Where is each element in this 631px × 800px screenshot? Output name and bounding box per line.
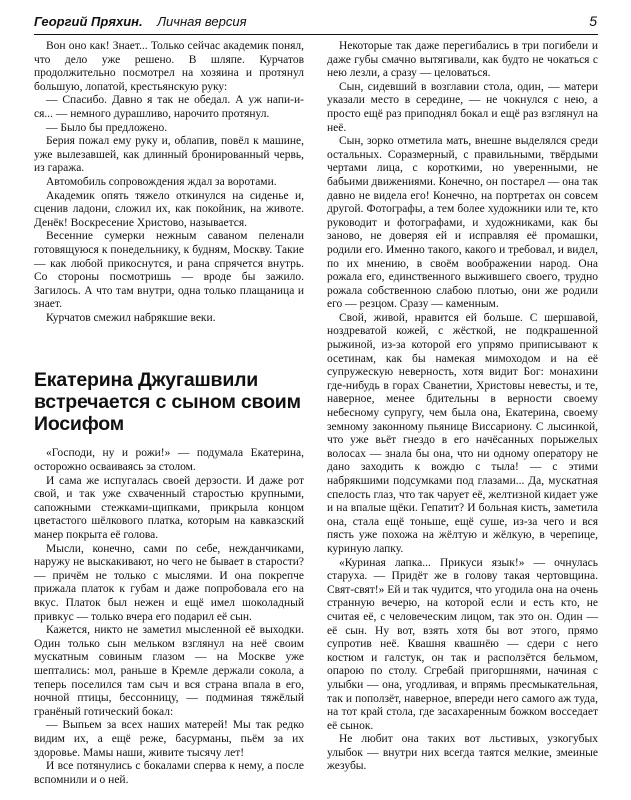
- page-number: 5: [589, 13, 597, 29]
- chapter-heading-line: встречается с сыном своим: [34, 391, 301, 414]
- paragraph: — Выпьем за всех наших матерей! Мы так редко видим их, а ещё реже, басурманы, пьём за их здоровье. Мамы наши, живите тысячу лет!: [34, 719, 304, 759]
- paragraph: Берия пожал ему руку и, облапив, повёл к машине, уже вылезавшей, как длинный бронированный червь, из гаража.: [34, 135, 304, 175]
- paragraph: Сын, сидевший в возглавии стола, один, — матери указали место в середине, — не чокнулся с нею, а просто ещё раз приподнял бокал и ещё раз взглянул на неё.: [327, 80, 598, 134]
- header-rule: [34, 34, 598, 35]
- paragraph: — Было бы предложено.: [46, 121, 168, 134]
- chapter-heading: [34, 369, 304, 435]
- header-author: Георгий Пряхин.: [34, 14, 143, 29]
- paragraph: Академик опять тяжело откинулся на сиденье и, сценив ладони, сложил их, как покойник, на животе. Денёк! Воскресение Христово, называется.: [34, 189, 304, 229]
- paragraph: И все потянулись с бокалами сперва к нему, а после вспомнили и о ней.: [34, 760, 304, 786]
- header-book-title: Личная версия: [157, 14, 247, 29]
- left-column: [34, 40, 304, 787]
- paragraph: И сама же испугалась своей дерзости. И даже рот свой, и так уже схваченный старостью крупными, сапожными стежками-щипками, прикрыла концом цветастого шёлкового платка, которым на кавказский манер покрыта её голова.: [34, 474, 304, 542]
- paragraph: Вон оно как! Знает... Только сейчас академик понял, что дело уже решено. В шляпе. Курчатов продолжительно посмотрел на хозяина и протянул большую, лопатой, крестьянскую руку:: [34, 40, 304, 93]
- paragraph: Не любит она таких вот льстивых, узкогубых улыбок — внутри них всегда таятся мелкие, змеиные жезубы.: [327, 733, 598, 773]
- running-head: [34, 14, 247, 29]
- page-header: [34, 12, 597, 34]
- paragraph: Некоторые так даже перегибались в три погибели и даже губы смачно вытягивали, как будто не чокаться с нею лезли, а сразу — целоваться.: [327, 40, 598, 80]
- paragraph: «Господи, ну и рожи!» — подумала Екатерина, осторожно осваиваясь за столом.: [34, 447, 304, 474]
- paragraph: Кажется, никто не заметил мысленной её выходки. Один только сын мельком взглянул на неё своим мускатным совиным глазом — на Москве уже шептались: мол, раньше в Кремле держали сокола, а теперь поселился там сыч и вся страна впала в его, ночной птицы, бессонницу, — подминая тяжёлый гранёный готический бокал:: [34, 624, 304, 718]
- paragraph: Весенние сумерки нежным саваном пеленали готовящуюся к понедельнику, к будням, Москву. Такие — как любой прикоснутся, и рана спрячется внутрь. Со стороны посмотришь — вроде бы зажило. Загилось. А что там внутри, одна только плащаница и знает.: [34, 230, 304, 311]
- right-column: [327, 40, 598, 774]
- paragraph: Сын, зорко отметила мать, внешне выделялся среди остальных. Соразмерный, с правильными, твёрдыми чертами лица, с короткими, но уверенными, не бабьими движениями. Конечно, он постарел — она так давно не видела его! Конечно, на портретах он совсем другой. Фотографы, а тем более художники или те, кто руководит и фотографами, и художниками, как бы заново, не доверяя ей и исправляя её промашки, родили его. Именно такого, какого и требовал, и видел, по их мнению, в своём воображении народ. Она рожала его, единственного выжившего своего, трудно рожала собственною слабою плотью, они же родили его — резцом. Сразу — каменным.: [327, 135, 598, 311]
- chapter-heading-line: Иосифом: [34, 413, 124, 436]
- left-paragraphs-after: [34, 447, 304, 787]
- paragraph: «Куриная лапка... Прикуси язык!» — очнулась старуха. — Придёт же в голову такая чертовщина. Свят-свят!» Ей и так чудится, что угодила она на очень странную вечерю, на которой если и есть кто, не считая её, с человеческим лицом, так это он. Один — её сын. Ну вот, взять хотя бы вот этого, прямо супротив неё. Квашня квашнёю — сдери с него костюм и галстук, он так и расползётся бельмом, опарою по столу. Сгребай пригоршнями, начиная с улыбки — она, угодливая, и впрямь пресмыкательная, так и поползёт, наверное, впереди него самого аж туда, на тот край стола, где засахаренным божком восседает её сынок.: [327, 556, 598, 732]
- paragraph: Мысли, конечно, сами по себе, нежданчиками, наружу не выскакивают, но чего не бывает в старости? — причём не только с мыслями. И она покрепче прижала платок к губам и даже попробовала его на вкус. Платок был нежен и ещё имел шоколадный привкус — только вчера его подарил её сын.: [34, 542, 304, 623]
- paragraph: Свой, живой, нравится ей больше. С шершавой, ноздреватой кожей, с жёсткой, не подкрашенной рыжиной, из-за которой его упрямо приписывают к осетинам, как бы намекая мимоходом и на её супружескую неверность, хотя видит Бог: монахини где-нибудь в горах Сванетии, Христовы невесты, и те, наверное, менее бдительны в верности своему небесному супругу, чем была она, Екатерина, своему земному законному пьянице Виссариону. С лысинкой, что уже вьёт гнездо в его начёсанных порыжелых волосах — знала бы она, что ни одному оператору не дано заходить к вождю с тыла! — с этими набрякшими подсумками под глазами... Да, мускатная спелость глаз, что так чарует её, желтизной кидает уже и на впалые щёки. Гепатит? И больная кисть, заметила она, стала ещё тоньше, ещё суше, из-за чего и вся пясть уже похожа на жёлтую и жёлкую, в черепице, куриную лапку.: [327, 311, 598, 555]
- paragraph: — Спасибо. Давно я так не обедал. А уж напи-и-ся... — немного дурашливо, нарочито протянул.: [34, 94, 304, 120]
- paragraph: Автомобиль сопровождения ждал за воротами.: [46, 175, 277, 188]
- left-paragraphs-before: [34, 40, 304, 325]
- chapter-heading-line: Екатерина Джугашвили: [34, 369, 259, 392]
- paragraph: Курчатов смежил набрякшие веки.: [46, 311, 216, 324]
